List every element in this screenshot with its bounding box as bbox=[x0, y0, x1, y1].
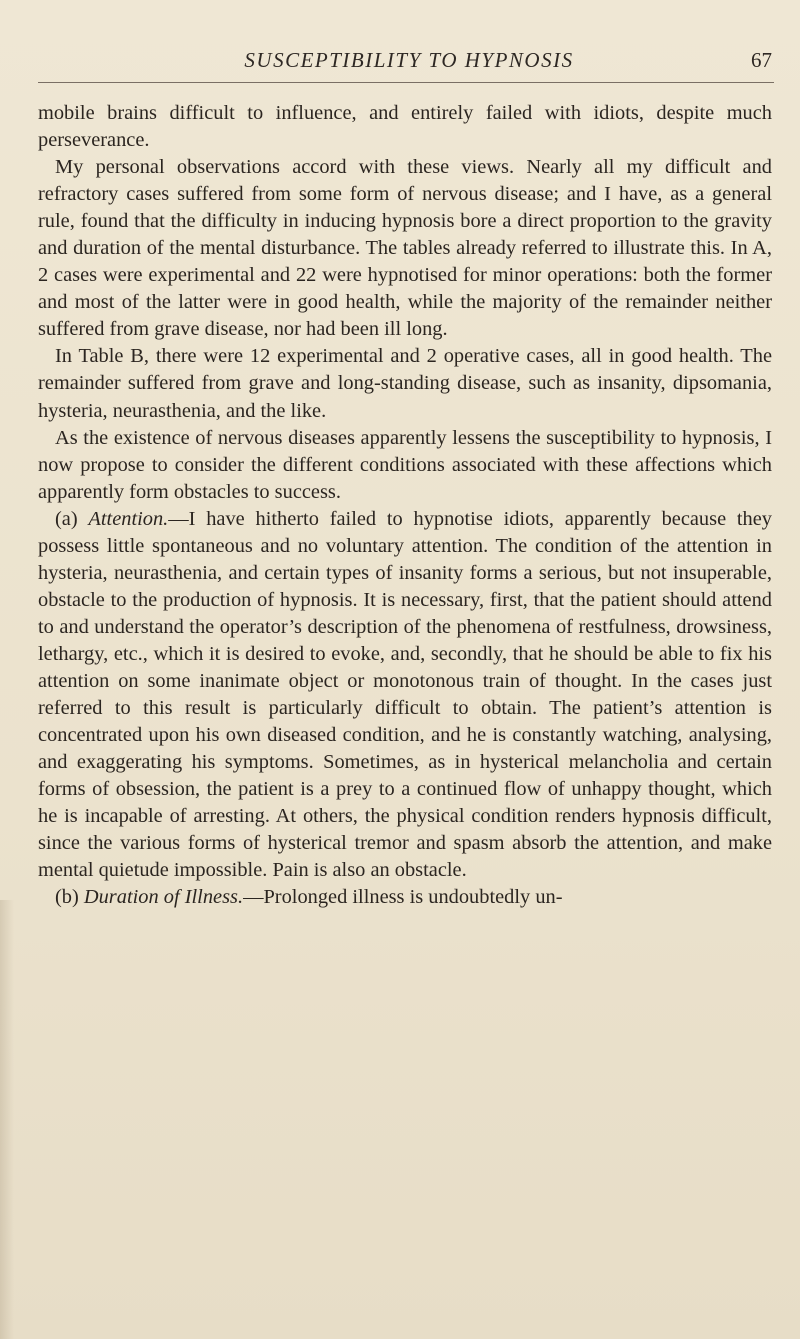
section-heading: Attention. bbox=[88, 507, 169, 530]
page-edge-shadow bbox=[0, 900, 14, 1339]
paragraph bbox=[38, 343, 772, 424]
paragraph bbox=[38, 506, 772, 885]
page-header bbox=[38, 44, 780, 84]
paragraph bbox=[38, 425, 772, 506]
paragraph-text: My personal observations accord with these views. Nearly all my difficult and refractory cases suffered from some form of nervous disease; and I have, as a general rule, found that the difficulty in inducing hypnosis bore a direct proportion to the gravity and duration of the mental disturbance. The tables already referred to illustrate this. In A, 2 cases were experimental and 22 were hypnotised for minor operations: both the former and most of the latter were in good health, while the majority of the remainder neither suffered from grave disease, nor had been ill long. bbox=[38, 156, 772, 341]
paragraph bbox=[38, 100, 772, 154]
section-heading: Duration of Illness. bbox=[83, 886, 244, 909]
paragraph-text: —I have hitherto failed to hypnotise idiots, apparently because they possess little spontaneous and no voluntary attention. The condition of the attention in hysteria, neurasthenia, and certain types of insanity forms a serious, but not insuperable, obstacle to the production of hypnosis. It is necessary, first, that the patient should attend to and understand the operator’s description of the phenomena of restfulness, drowsiness, lethargy, etc., which it is desired to evoke, and, secondly, that he should be able to fix his attention on some inanimate object or monotonous train of thought. In the cases just referred to this result is particularly difficult to obtain. The patient’s attention is concentrated upon his own diseased condition, and he is constantly watching, analysing, and exaggerating his symptoms. Sometimes, as in hysterical melancholia and certain forms of obsession, the patient is a prey to a continued flow of unhappy thought, which he is incapable of arresting. At others, the physical condition renders hypnosis difficult, since the various forms of hysterical tremor and spasm absorb the attention, and make mental quietude impossible. Pain is also an obstacle. bbox=[38, 507, 772, 882]
paragraph-text: In Table B, there were 12 experimental and 2 operative cases, all in good health. The remainder suffered from grave and long-standing disease, such as insanity, dipsomania, hysteria, neurasthenia, and the like. bbox=[38, 345, 772, 422]
header-rule bbox=[38, 82, 774, 83]
running-title: SUSCEPTIBILITY TO HYPNOSIS bbox=[244, 48, 574, 72]
section-label: (b) bbox=[55, 886, 79, 909]
body-text bbox=[38, 100, 772, 911]
paragraph-text: —Prolonged illness is undoubtedly un- bbox=[243, 886, 563, 909]
page-number: 67 bbox=[751, 48, 772, 72]
section-label: (a) bbox=[55, 507, 78, 530]
paragraph-text: mobile brains difficult to influence, and entirely failed with idiots, despite much perseverance. bbox=[38, 102, 772, 152]
paragraph bbox=[38, 884, 772, 911]
paragraph-text: As the existence of nervous diseases apparently lessens the susceptibility to hypnosis, I now propose to consider the different conditions associated with these affections which apparently form obstacles to success. bbox=[38, 426, 772, 503]
paragraph bbox=[38, 154, 772, 343]
